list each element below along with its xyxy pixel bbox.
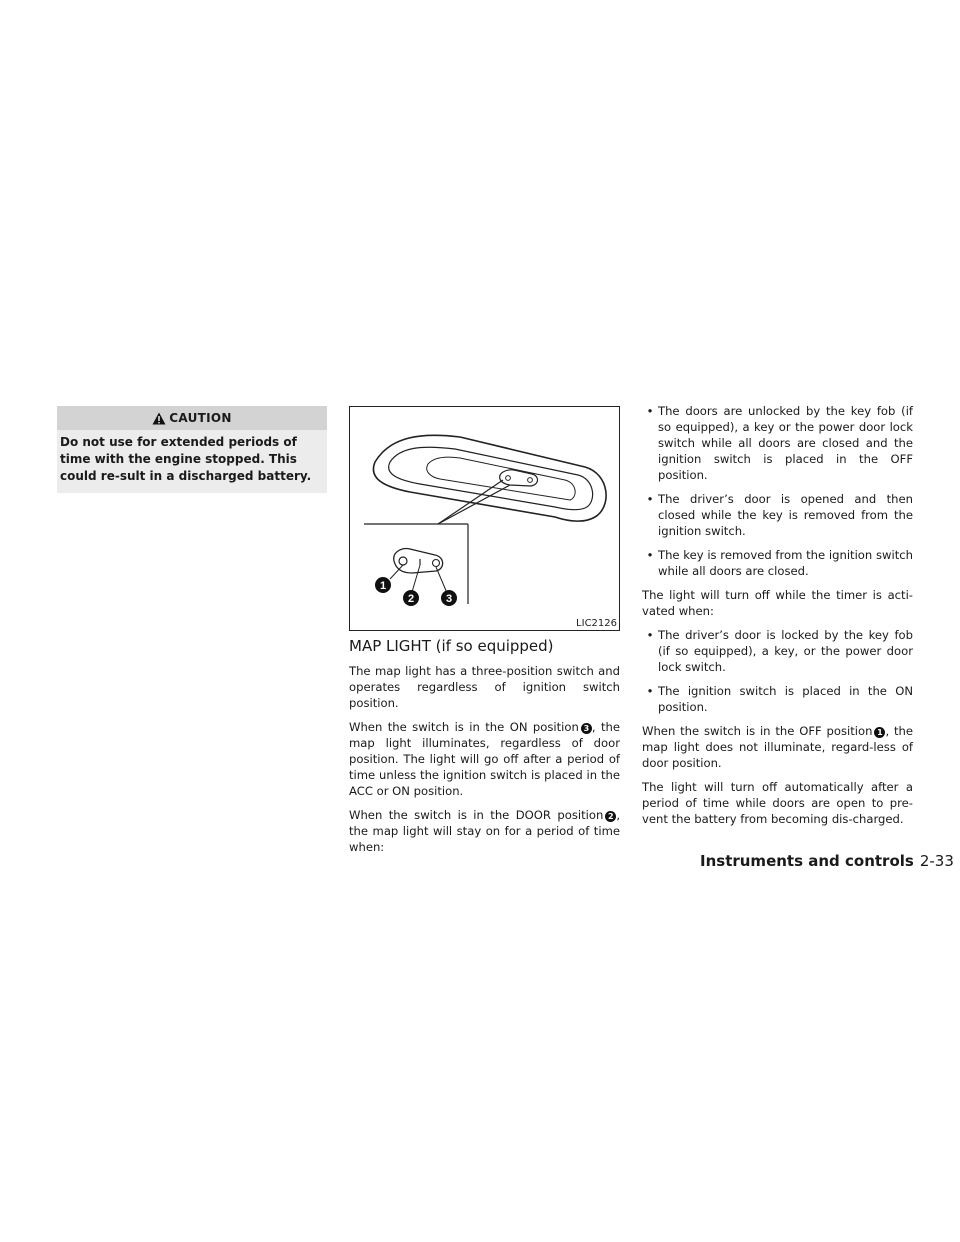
callout-3-inline: 3 bbox=[581, 723, 592, 734]
middle-column bbox=[349, 637, 620, 863]
svg-text:2: 2 bbox=[407, 593, 415, 605]
off-position-text-a: When the switch is in the OFF position bbox=[642, 724, 873, 738]
paragraph-timer: The light will turn off while the timer is acti-vated when: bbox=[642, 588, 913, 618]
caution-heading bbox=[57, 406, 327, 430]
callout-2-inline: 2 bbox=[605, 811, 616, 822]
callout-1 bbox=[375, 577, 391, 593]
svg-text:1: 1 bbox=[379, 580, 387, 592]
callout-1-inline: 1 bbox=[874, 727, 885, 738]
page-footer bbox=[700, 852, 954, 870]
list-item: • The driver’s door is opened and then closed while the key is removed from the ignition switch. bbox=[646, 492, 913, 538]
caution-box bbox=[57, 406, 327, 493]
list-item: • The ignition switch is placed in the ON position. bbox=[646, 684, 913, 714]
on-position-text-a: When the switch is in the ON position bbox=[349, 720, 579, 734]
paragraph-switch-description: The map light has a three-position switch and operates regardless of ignition switch position. bbox=[349, 664, 620, 710]
list-item: • The doors are unlocked by the key fob (if so equipped), a key or the power door lock switch while all doors are closed and the ignition switch is placed in the OFF position. bbox=[646, 404, 913, 482]
map-light-drawing bbox=[350, 407, 619, 630]
callout-2 bbox=[403, 590, 419, 606]
list-item: • The key is removed from the ignition switch while all doors are closed. bbox=[646, 548, 913, 578]
list-item: • The driver’s door is locked by the key fob (if so equipped), a key, or the power door lock switch. bbox=[646, 628, 913, 674]
door-position-text-a: When the switch is in the DOOR position bbox=[349, 808, 604, 822]
map-light-illustration bbox=[349, 406, 620, 631]
paragraph-off-position bbox=[642, 723, 913, 771]
footer-section-title: Instruments and controls bbox=[700, 852, 914, 870]
on-position-text-b: , the map light illuminates, regardless of door position. The light will go off after a period of time unless the ignition switch is placed in the ACC or ON position. bbox=[349, 720, 620, 798]
callout-3 bbox=[441, 590, 457, 606]
warning-icon bbox=[152, 412, 166, 425]
caution-text: Do not use for extended periods of time with the engine stopped. This could re-sult in a discharged battery. bbox=[57, 430, 327, 493]
door-position-text-b: , the map light will stay on for a period of time when: bbox=[349, 808, 620, 854]
paragraph-door-position bbox=[349, 807, 620, 855]
off-position-text-b: , the map light does not illuminate, regard-less of door position. bbox=[642, 724, 913, 770]
figure-code: LIC2126 bbox=[576, 618, 617, 629]
section-title: MAP LIGHT (if so equipped) bbox=[349, 637, 554, 655]
svg-text:3: 3 bbox=[445, 593, 453, 605]
paragraph-auto-off: The light will turn off automatically after a period of time while doors are open to pre-vent the battery from becoming dis-charged. bbox=[642, 780, 913, 826]
paragraph-on-position bbox=[349, 719, 620, 799]
right-column bbox=[642, 403, 913, 835]
page-number: 2-33 bbox=[919, 852, 954, 870]
caution-title: CAUTION bbox=[169, 411, 232, 425]
